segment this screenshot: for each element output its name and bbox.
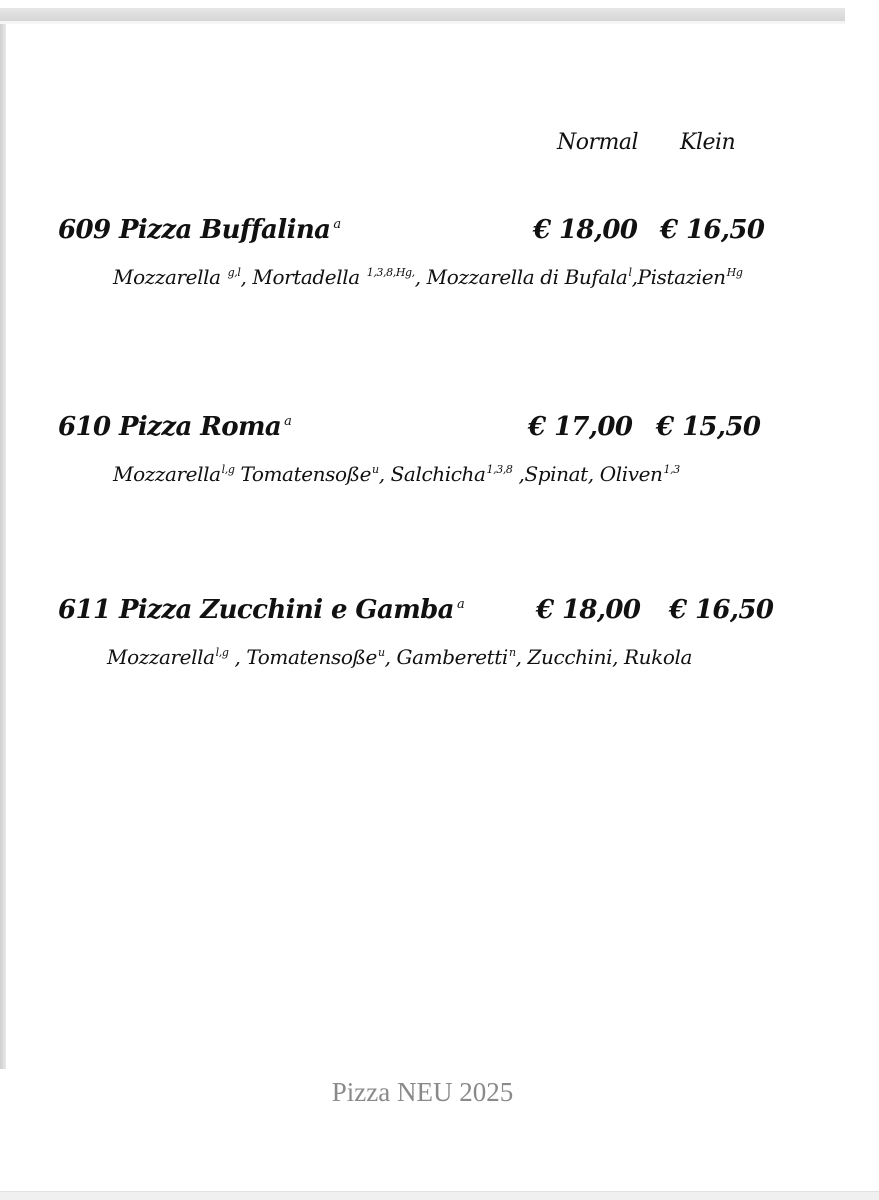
ingredient: Mozzarella <box>107 645 215 669</box>
item-ingredients <box>113 265 743 289</box>
ingredient: Mozzarella <box>113 462 221 486</box>
ingredient: , Mortadella <box>240 265 366 289</box>
item-allergen: a <box>284 414 292 429</box>
ingredient: , Salchicha <box>378 462 486 486</box>
menu-item-title <box>58 595 464 625</box>
item-ingredients <box>107 645 692 669</box>
column-header-klein: Klein <box>680 130 736 155</box>
ingredient-allergen: n <box>508 646 516 659</box>
ingredient-allergen: Hg <box>726 266 743 279</box>
ingredient: ,Spinat, Oliven <box>512 462 663 486</box>
ingredient-allergen: l,g <box>221 463 235 476</box>
ingredient-allergen: 1,3,8,Hg, <box>366 266 415 279</box>
ingredient: ,Pistazien <box>631 265 726 289</box>
top-border <box>0 8 845 24</box>
price-klein: € 16,50 <box>669 595 774 625</box>
bottom-border <box>0 1191 879 1200</box>
item-number: 609 <box>58 215 111 245</box>
item-name: Pizza Zucchini e Gamba <box>118 595 454 625</box>
ingredient-allergen: u <box>372 463 379 476</box>
item-number: 610 <box>58 412 111 442</box>
price-klein: € 16,50 <box>660 215 765 245</box>
ingredient-allergen: 1,3,8 <box>486 463 513 476</box>
ingredient-allergen: 1,3 <box>663 463 680 476</box>
item-allergen: a <box>456 597 465 612</box>
footer-label: Pizza NEU 2025 <box>331 1077 514 1107</box>
ingredient-allergen: u <box>377 646 385 659</box>
ingredient: Mozzarella <box>113 265 227 289</box>
left-border <box>0 24 6 1069</box>
column-header-normal: Normal <box>557 130 639 155</box>
price-normal: € 18,00 <box>536 595 641 625</box>
item-name: Pizza Buffalina <box>118 215 331 245</box>
ingredient: Tomatensoße <box>234 462 372 486</box>
price-normal: € 17,00 <box>528 412 633 442</box>
ingredient: , Zucchini, Rukola <box>515 645 693 669</box>
ingredient-allergen: g,l <box>227 266 241 279</box>
item-number: 611 <box>58 595 111 625</box>
ingredient: , Tomatensoße <box>228 645 377 669</box>
ingredient-allergen: l <box>628 266 632 279</box>
ingredient-allergen: l,g <box>215 646 229 659</box>
item-name: Pizza Roma <box>118 412 282 442</box>
menu-item-title <box>58 412 291 442</box>
item-allergen: a <box>333 217 341 232</box>
ingredient: , Mozzarella di Bufala <box>414 265 628 289</box>
price-normal: € 18,00 <box>533 215 638 245</box>
menu-item-title <box>58 215 341 245</box>
ingredient: , Gamberetti <box>384 645 508 669</box>
item-ingredients <box>113 462 680 486</box>
price-klein: € 15,50 <box>656 412 761 442</box>
